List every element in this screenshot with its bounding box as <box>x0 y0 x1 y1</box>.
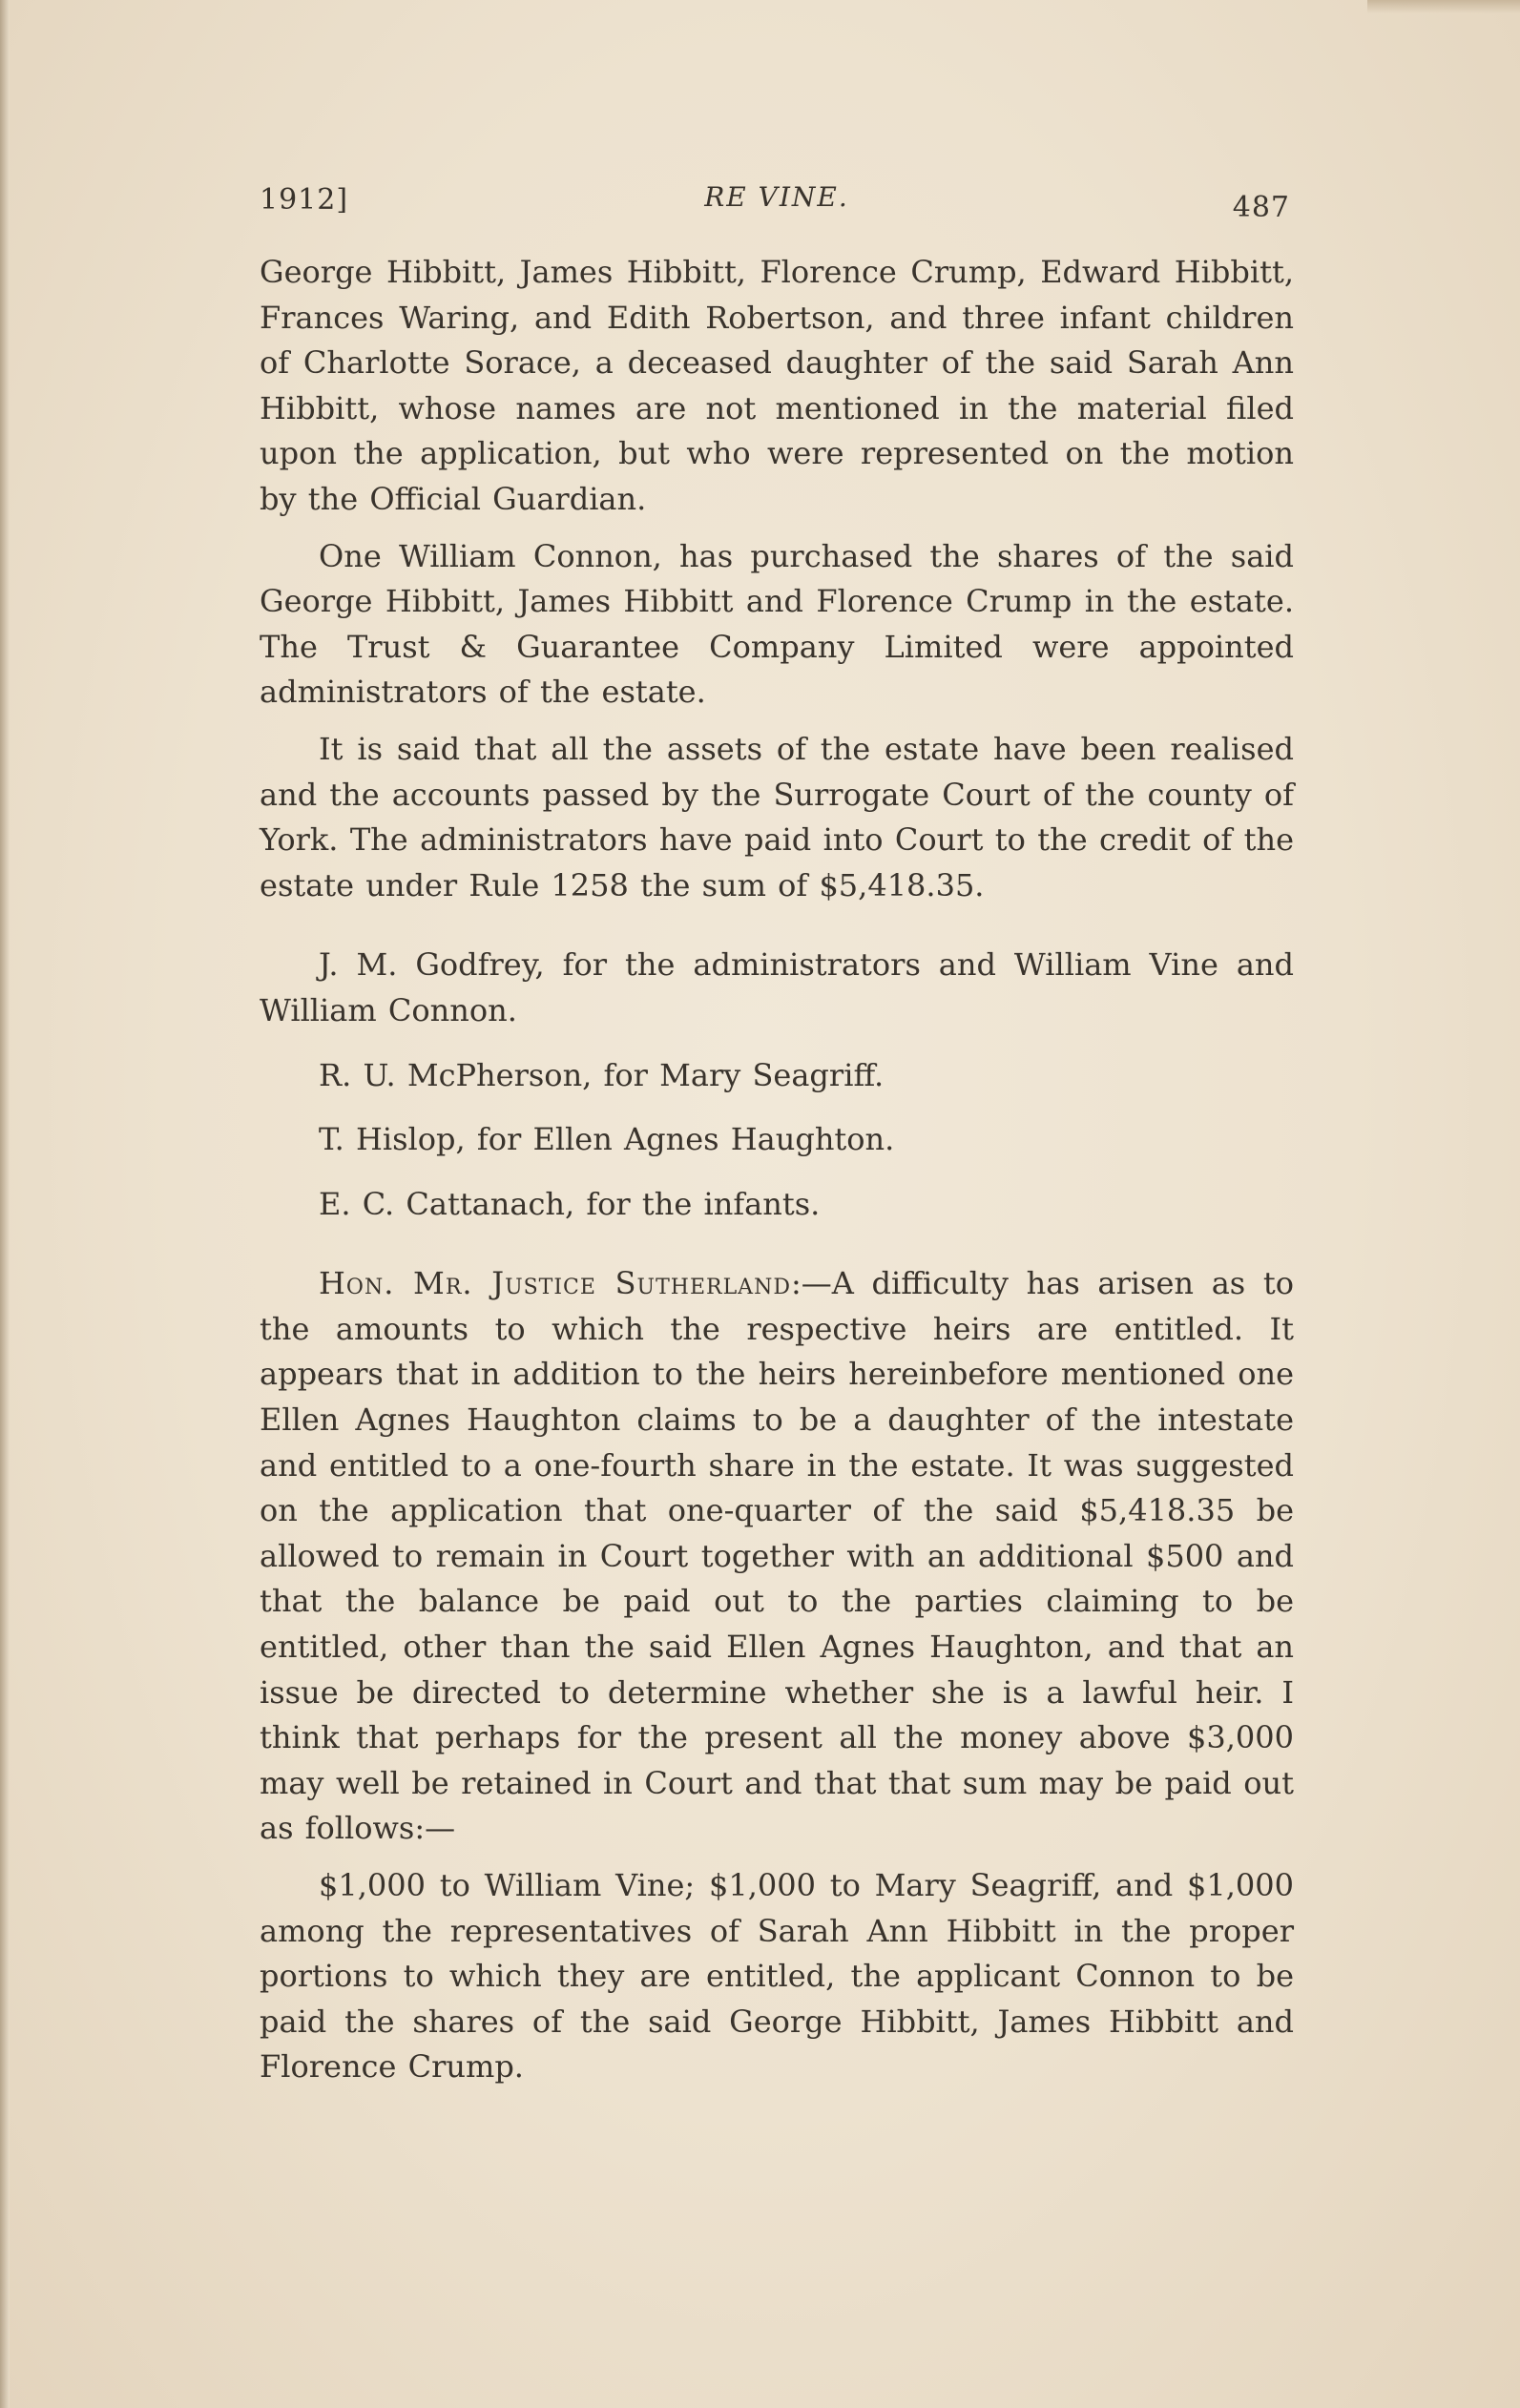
header-year: 1912] <box>260 183 349 217</box>
running-header <box>260 179 1294 225</box>
counsel-godfrey: J. M. Godfrey, for the administrators and William Vine and William Connon. <box>260 946 1294 1028</box>
counsel-hislop: T. Hislop, for Ellen Agnes Haughton. <box>319 1121 895 1158</box>
judgment-text: :—A difficulty has arisen as to the amounts to which the respective heirs are entitled. It appears that in addition to the heirs hereinbefore mentioned one Ellen Agnes Haughton claims to be a daughter of the intestate and entitled to a one-fourth share in the estate. It was suggested on the application that one-quarter of the said $5,418.35 be allowed to remain in Court together with an additional $500 and that the balance be paid out to the parties claiming to be entitled, other than the said Ellen Agnes Haughton, and that an issue be directed to determine whether she is a lawful heir. I think that perhaps for the present all the money above $3,000 may well be retained in Court and that that sum may be paid out as follows:— <box>260 1265 1294 1847</box>
paragraph-assets: It is said that all the assets of the estate have been realised and the accounts passed by the Surrogate Court of the county of York. The administrators have paid into Court to the credit of the estate under Rule 1258 the sum of $5,418.35. <box>260 730 1294 903</box>
running-title: RE VINE. <box>704 181 849 213</box>
page-corner-shadow <box>1367 0 1520 13</box>
paragraph-connon-purchase: One William Connon, has purchased the shares of the said George Hibbitt, James Hibbitt and Florence Crump in the estate. The Trust & Guarantee Company Limited were appointed administrators of the estate. <box>260 537 1294 711</box>
counsel-mcpherson: R. U. McPherson, for Mary Seagriff. <box>319 1056 885 1093</box>
paragraph-continued: George Hibbitt, James Hibbitt, Florence Crump, Edward Hibbitt, Frances Waring, and Edith Robertson, and three infant children of Charlotte Sorace, a deceased daughter of the said Sarah Ann Hibbitt, whose names are not mentioned in the material filed upon the application, but who were represented on the motion by the Official Guardian. <box>260 254 1294 517</box>
judgment-paragraph <box>260 1261 1294 1852</box>
judge-name: Hon. Mr. Justice Sutherland <box>319 1265 791 1302</box>
page-body <box>260 250 1294 2090</box>
page-edge-shadow <box>0 0 10 2408</box>
counsel-cattanach: E. C. Cattanach, for the infants. <box>319 1185 821 1222</box>
page-number: 487 <box>1232 191 1290 224</box>
judgment-payout-paragraph: $1,000 to William Vine; $1,000 to Mary Seagriff, and $1,000 among the representatives of Sarah Ann Hibbitt in the proper portions to which they are entitled, the applicant Connon to be paid the shares of the said George Hibbitt, James Hibbitt and Florence Crump. <box>260 1867 1294 2086</box>
